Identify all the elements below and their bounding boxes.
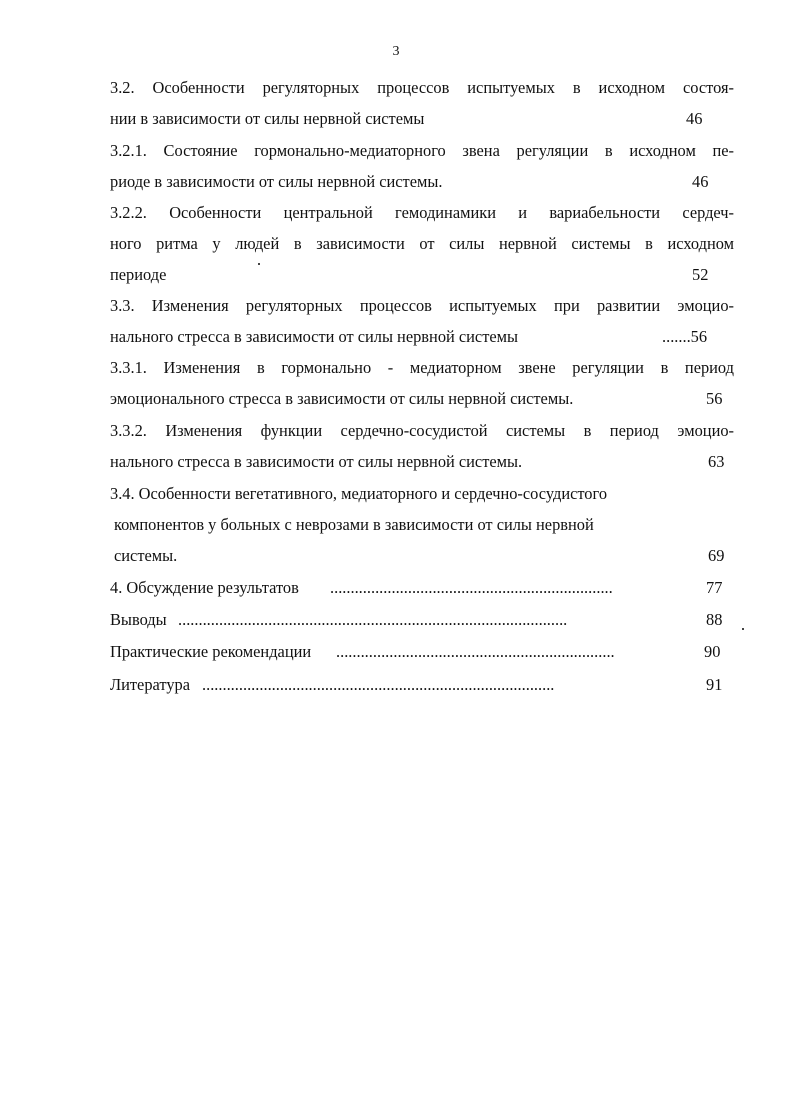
toc-entry-9-leader: ............................................................................................... — [178, 610, 568, 629]
toc-entry-1-page: 46 — [686, 109, 703, 128]
toc-entry-10 — [110, 642, 734, 662]
toc-entry-9-page: 88 — [706, 610, 723, 629]
toc-entry-2-page: 46 — [692, 172, 709, 191]
toc-entry-8-leader: ..................................................................... — [330, 578, 613, 597]
scan-speck — [258, 263, 260, 265]
page-number: 3 — [392, 44, 400, 59]
toc-entry-11 — [110, 675, 734, 695]
toc-entry-2-line-1: 3.2.1. Состояние гормонально-медиаторного звена регуляции в исходном пе- — [110, 141, 734, 160]
toc-entry-2-line-2 — [110, 172, 734, 192]
toc-entry-11-leader: ...................................................................................... — [202, 675, 555, 694]
toc-entry-6-line-2 — [110, 452, 734, 472]
toc-entry-10-page: 90 — [704, 642, 721, 661]
toc-entry-4-text: нального стресса в зависимости от силы нервной системы — [110, 327, 519, 346]
toc-entry-4-line-2 — [110, 327, 734, 347]
toc-entry-11-title: Литература — [110, 675, 190, 694]
toc-entry-3-text: периоде — [110, 265, 167, 284]
toc-entry-7-text: системы. — [114, 546, 178, 565]
toc-entry-5-page: 56 — [706, 389, 723, 408]
toc-entry-4-page: .......56 — [662, 327, 708, 346]
toc-entry-8 — [110, 578, 734, 598]
toc-entry-2-text: риоде в зависимости от силы нервной системы. — [110, 172, 443, 191]
toc-entry-7-line-3 — [114, 546, 738, 566]
toc-entry-6-page: 63 — [708, 452, 725, 471]
toc-entry-5-line-1: 3.3.1. Изменения в гормонально - медиаторном звене регуляции в период — [110, 358, 734, 377]
scan-speck — [742, 628, 744, 630]
toc-entry-7-line-1: 3.4. Особенности вегетативного, медиаторного и сердечно-сосудистого — [110, 484, 608, 503]
toc-entry-10-leader: .................................................................... — [336, 642, 615, 661]
toc-entry-3-page: 52 — [692, 265, 709, 284]
toc-entry-10-title: Практические рекомендации — [110, 642, 312, 661]
toc-entry-6-line-1: 3.3.2. Изменения функции сердечно-сосудистой системы в период эмоцио- — [110, 421, 734, 440]
toc-entry-6-text: нального стресса в зависимости от силы нервной системы. — [110, 452, 523, 471]
toc-entry-3-line-2: ного ритма у людей в зависимости от силы нервной системы в исходном — [110, 234, 734, 253]
toc-entry-5-text: эмоционального стресса в зависимости от силы нервной системы. — [110, 389, 574, 408]
toc-entry-7-line-2: компонентов у больных с неврозами в зависимости от силы нервной — [114, 515, 594, 534]
toc-entry-7-page: 69 — [708, 546, 725, 565]
toc-entry-1-text: нии в зависимости от силы нервной системы — [110, 109, 425, 128]
toc-entry-8-page: 77 — [706, 578, 723, 597]
toc-entry-8-title: 4. Обсуждение результатов — [110, 578, 299, 597]
toc-entry-1-line-1: 3.2. Особенности регуляторных процессов испытуемых в исходном состоя- — [110, 78, 734, 97]
toc-entry-11-page: 91 — [706, 675, 723, 694]
toc-entry-4-line-1: 3.3. Изменения регуляторных процессов испытуемых при развитии эмоцио- — [110, 296, 734, 315]
toc-entry-3-line-1: 3.2.2. Особенности центральной гемодинамики и вариабельности сердеч- — [110, 203, 734, 222]
toc-entry-9-title: Выводы — [110, 610, 167, 629]
toc-entry-9 — [110, 610, 734, 630]
toc-entry-1-line-2 — [110, 109, 734, 129]
toc-entry-3-line-3 — [110, 265, 734, 285]
toc-entry-5-line-2 — [110, 389, 734, 409]
